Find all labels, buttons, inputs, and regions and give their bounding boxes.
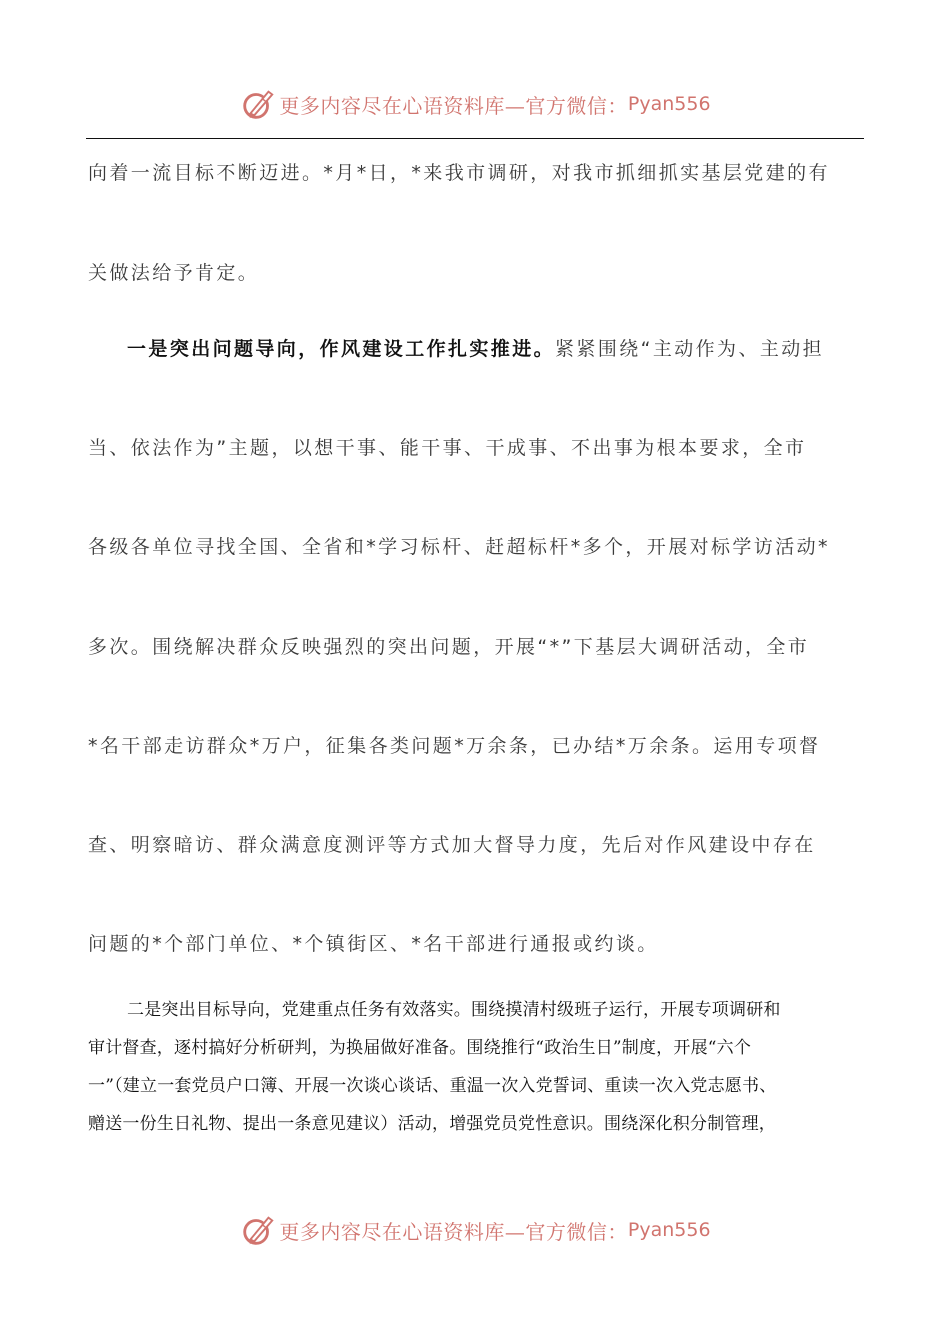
header-wechat-handle: Pyan556 (627, 93, 711, 115)
header-brand-text: 更多内容尽在心语资料库—官方微信： (279, 93, 628, 118)
paragraph-1-line: *名干部走访群众*万户，征集各类问题*万余条，已办结*万余条。运用专项督 (88, 735, 821, 757)
footer-brand (0, 1210, 950, 1250)
paragraph-1-line: 查、明察暗访、群众满意度测评等方式加大督导力度，先后对作风建设中存在 (88, 834, 816, 856)
paragraph-1-line: 各级各单位寻找全国、全省和*学习标杆、赶超标杆*多个，开展对标学访活动* (88, 536, 830, 558)
body-line: 关做法给予肯定。 (88, 262, 260, 284)
header-divider (86, 138, 864, 139)
paragraph-2-line: 二是突出目标导向，党建重点任务有效落实。围绕摸清村级班子运行，开展专项调研和 (127, 1000, 781, 1020)
quill-pen-logo-icon (239, 85, 277, 123)
footer-wechat-handle: Pyan556 (627, 1219, 711, 1241)
quill-pen-logo-icon (239, 1211, 277, 1249)
paragraph-2-line: 赠送一份生日礼物、提出一条意见建议）活动，增强党员党性意识。围绕深化积分制管理， (88, 1114, 776, 1134)
paragraph-1-first-line-text: 紧紧围绕“主动作为、主动担 (555, 338, 825, 360)
paragraph-1-first-line (127, 334, 867, 361)
paragraph-1-line: 当、依法作为”主题，以想干事、能干事、干成事、不出事为根本要求，全市 (88, 437, 807, 459)
paragraph-1-line: 多次。围绕解决群众反映强烈的突出问题，开展“*”下基层大调研活动，全市 (88, 636, 810, 658)
footer-brand-text: 更多内容尽在心语资料库—官方微信： (279, 1219, 628, 1244)
paragraph-1-lead-heading: 一是突出问题导向，作风建设工作扎实推进。 (127, 338, 556, 360)
paragraph-1-line: 问题的*个部门单位、*个镇街区、*名干部进行通报或约谈。 (88, 933, 659, 955)
body-line: 向着一流目标不断迈进。*月*日，*来我市调研，对我市抓细抓实基层党建的有 (88, 162, 830, 184)
paragraph-2-line: 一”（建立一套党员户口簿、开展一次谈心谈话、重温一次入党誓词、重读一次入党志愿书、 (88, 1076, 777, 1096)
header-brand (0, 84, 950, 124)
paragraph-2-line: 审计督查，逐村搞好分析研判，为换届做好准备。围绕推行“政治生日”制度，开展“六个 (88, 1038, 752, 1058)
